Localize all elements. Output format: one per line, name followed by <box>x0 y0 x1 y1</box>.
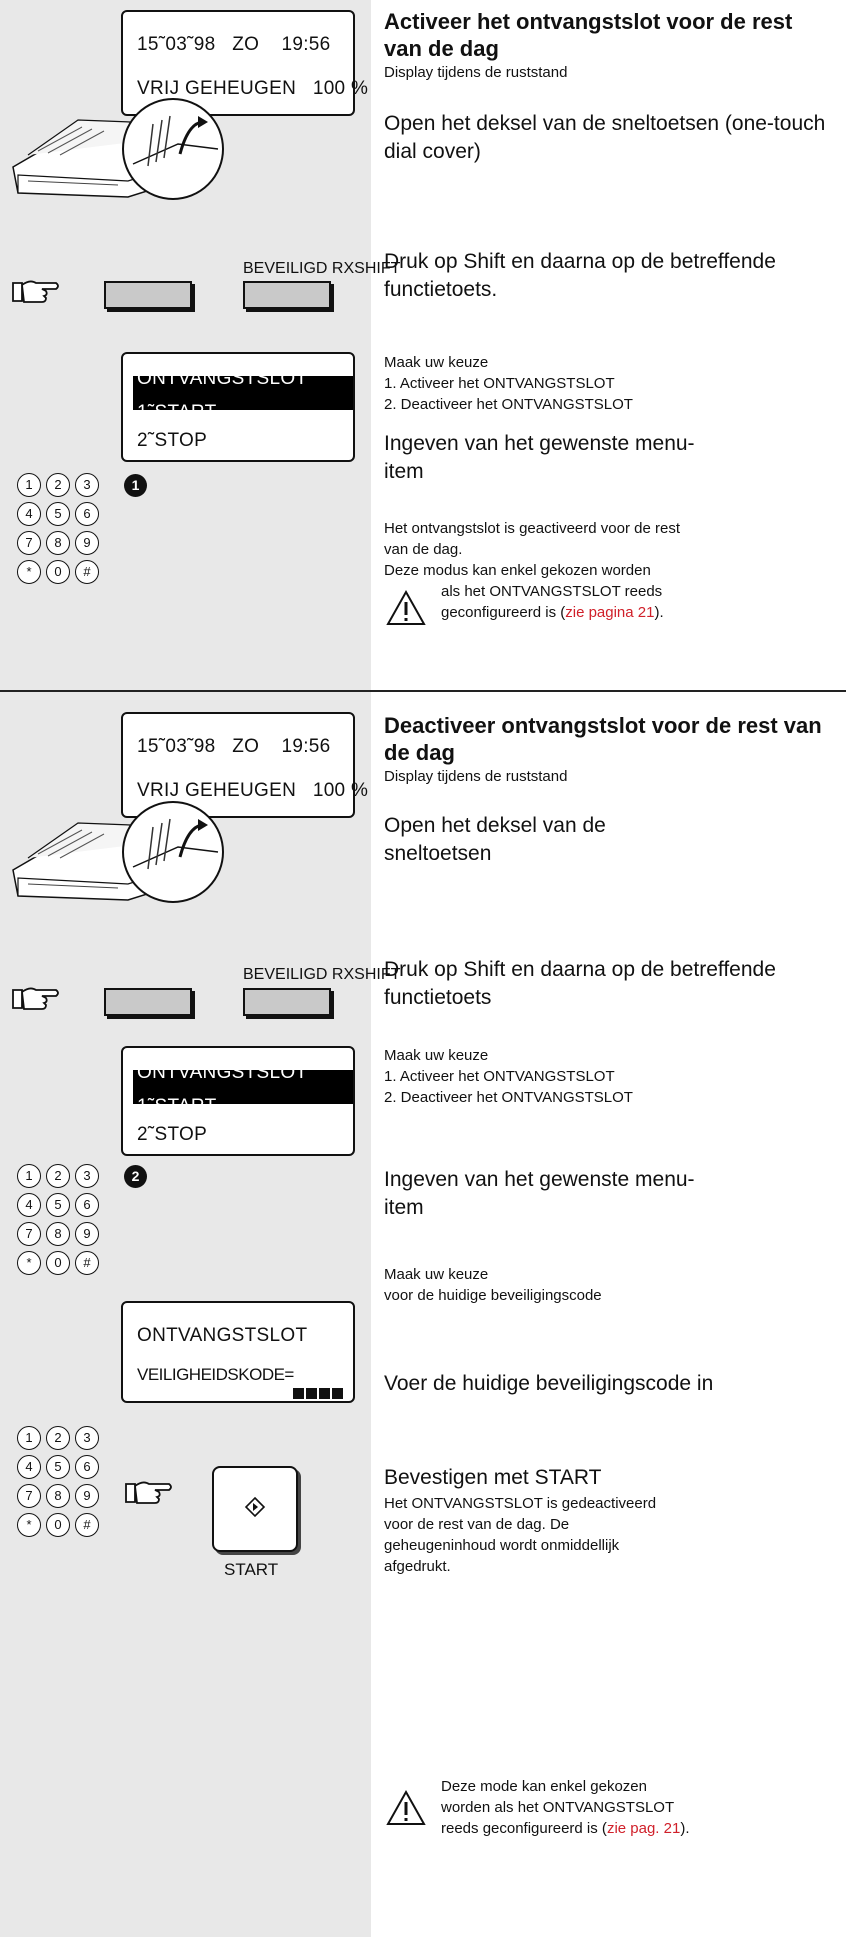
section1-display-note: Display tijdens de ruststand <box>384 64 568 81</box>
finger-pointer-icon <box>123 1478 175 1508</box>
code-display-line-2: VEILIGHEIDSKODE= <box>137 1365 294 1384</box>
keypad-key[interactable]: 5 <box>46 1193 70 1217</box>
code-display-line-1: ONTVANGSTSLOT <box>137 1325 308 1346</box>
keypad-key[interactable]: 4 <box>17 502 41 526</box>
section1-mode-text: Deze modus kan enkel gekozen worden <box>384 562 651 579</box>
keypad-key[interactable]: 5 <box>46 502 70 526</box>
menu-line-3: 2˜STOP <box>137 1124 208 1145</box>
keypad-key[interactable]: 4 <box>17 1455 41 1479</box>
shift-key[interactable] <box>104 281 192 309</box>
section1-choice-2: 2. Deactiveer het ONTVANGSTSLOT <box>384 396 633 413</box>
section1-shift-text: Druk op Shift en daarna op de betreffende functietoets. <box>384 250 776 301</box>
security-code-display <box>121 1301 355 1403</box>
warning-end: ). <box>680 1820 690 1837</box>
keypad-key[interactable]: 7 <box>17 1222 41 1246</box>
menu-highlight <box>133 1062 353 1117</box>
keypad-key[interactable]: 5 <box>46 1455 70 1479</box>
open-cover-detail-icon <box>118 797 228 907</box>
menu-display <box>121 352 355 462</box>
display-date-line: 15˜03˜98 ZO 19:56 <box>137 34 331 55</box>
menu-line-2: 1˜START <box>137 1096 217 1117</box>
keypad-key[interactable]: 3 <box>75 473 99 497</box>
menu-line-1: ONTVANGSTSLOT <box>137 1062 308 1083</box>
menu-line-3: 2˜STOP <box>137 430 208 451</box>
section2-code-choice-2: voor de huidige beveiligingscode <box>384 1287 602 1304</box>
secure-rx-key-label: BEVEILIGD RXSHIFT <box>243 260 401 277</box>
section-divider <box>0 690 846 692</box>
page-reference-link[interactable]: zie pagina 21 <box>565 604 655 621</box>
warning-icon <box>386 590 426 626</box>
section1-enter-text: Ingeven van het gewenste menu-item <box>384 432 695 483</box>
keypad-key[interactable]: 2 <box>46 473 70 497</box>
keypad-key[interactable]: 8 <box>46 1484 70 1508</box>
section2-title: Deactiveer ontvangstslot voor de rest van de dag <box>384 713 822 765</box>
keypad-key[interactable]: 3 <box>75 1426 99 1450</box>
section2-open-cover-text: Open het deksel van de sneltoetsen <box>384 814 606 865</box>
secure-rx-key[interactable] <box>243 281 331 309</box>
section2-shift-text: Druk op Shift en daarna op de betreffende functietoets <box>384 958 776 1009</box>
start-diamond-icon <box>245 1497 265 1517</box>
keypad-key[interactable]: # <box>75 1251 99 1275</box>
keypad-key[interactable]: 7 <box>17 531 41 555</box>
section1-choice-intro: Maak uw keuze <box>384 354 489 371</box>
keypad-key[interactable]: 6 <box>75 1455 99 1479</box>
keypad-key[interactable]: * <box>17 1513 41 1537</box>
keypad-key[interactable]: 9 <box>75 1222 99 1246</box>
keypad-key[interactable]: # <box>75 1513 99 1537</box>
keypad-key[interactable]: 8 <box>46 1222 70 1246</box>
keypad-key[interactable]: 8 <box>46 531 70 555</box>
menu-display <box>121 1046 355 1156</box>
keypad-key[interactable]: 4 <box>17 1193 41 1217</box>
section2-choice-2: 2. Deactiveer het ONTVANGSTSLOT <box>384 1089 633 1106</box>
warning-icon <box>386 1790 426 1826</box>
section2-choice-intro: Maak uw keuze <box>384 1047 489 1064</box>
section2-code-text: Voer de huidige beveiligingscode in <box>384 1372 714 1395</box>
section1-title: Activeer het ontvangstslot voor de rest van de dag <box>384 9 793 61</box>
warning-end: ). <box>654 604 664 621</box>
keypad-key[interactable]: * <box>17 1251 41 1275</box>
keypad-key[interactable]: 1 <box>17 1426 41 1450</box>
section1-warning-text <box>441 581 681 623</box>
keypad-key[interactable]: 2 <box>46 1164 70 1188</box>
page-reference-link[interactable]: zie pag. 21 <box>606 1820 681 1837</box>
keypad-key[interactable]: 7 <box>17 1484 41 1508</box>
keypad-key[interactable]: 3 <box>75 1164 99 1188</box>
section2-display-note: Display tijdens de ruststand <box>384 768 568 785</box>
shift-key[interactable] <box>104 988 192 1016</box>
keypad-key[interactable]: 2 <box>46 1426 70 1450</box>
keypad-key[interactable]: # <box>75 560 99 584</box>
open-cover-detail-icon <box>118 94 228 204</box>
section2-code-choice: Maak uw keuze <box>384 1266 489 1283</box>
section2-warning-text <box>441 1776 691 1839</box>
keypad-key[interactable]: 9 <box>75 531 99 555</box>
section2-confirm-title: Bevestigen met START <box>384 1466 602 1489</box>
step-number-badge: 2 <box>124 1165 147 1188</box>
section2-enter-text: Ingeven van het gewenste menu-item <box>384 1168 695 1219</box>
keypad-key[interactable]: 9 <box>75 1484 99 1508</box>
keypad-key[interactable]: 6 <box>75 502 99 526</box>
menu-line-1: ONTVANGSTSLOT <box>137 368 308 389</box>
section1-choice-1: 1. Activeer het ONTVANGSTSLOT <box>384 375 615 392</box>
finger-pointer-icon <box>10 984 62 1014</box>
keypad-key[interactable]: 6 <box>75 1193 99 1217</box>
section1-open-cover-text: Open het deksel van de sneltoetsen (one-touch dial cover) <box>384 112 826 163</box>
secure-rx-key-label: BEVEILIGD RXSHIFT <box>243 966 401 983</box>
warning-text: Deze mode kan enkel gekozen worden als het ONTVANGSTSLOT reeds geconfigureerd is ( <box>441 1778 674 1837</box>
step-number-badge: 1 <box>124 474 147 497</box>
keypad-key[interactable]: 1 <box>17 1164 41 1188</box>
secure-rx-key[interactable] <box>243 988 331 1016</box>
start-button-label: START <box>224 1560 279 1579</box>
keypad-key[interactable]: 1 <box>17 473 41 497</box>
keypad-key[interactable]: * <box>17 560 41 584</box>
keypad-key[interactable]: 0 <box>46 560 70 584</box>
keypad-key[interactable]: 0 <box>46 1251 70 1275</box>
section2-confirm-text: Het ONTVANGSTSLOT is gedeactiveerd voor de rest van de dag. De geheugeninhoud wordt onmiddellijk afgedrukt. <box>384 1495 657 1575</box>
section1-result-text: Het ontvangstslot is geactiveerd voor de rest van de dag. <box>384 520 680 558</box>
finger-pointer-icon <box>10 277 62 307</box>
keypad-key[interactable]: 0 <box>46 1513 70 1537</box>
menu-highlight <box>133 368 353 423</box>
code-cursor-blocks <box>293 1383 343 1405</box>
display-date-line: 15˜03˜98 ZO 19:56 <box>137 736 331 757</box>
display-memory-line: VRIJ GEHEUGEN 100 % <box>137 780 369 801</box>
menu-line-2: 1˜START <box>137 402 217 423</box>
warning-text: als het ONTVANGSTSLOT reeds geconfigureerd is ( <box>441 583 663 621</box>
section2-choice-1: 1. Activeer het ONTVANGSTSLOT <box>384 1068 615 1085</box>
start-button[interactable] <box>212 1466 298 1552</box>
display-memory-line: VRIJ GEHEUGEN 100 % <box>137 78 369 99</box>
